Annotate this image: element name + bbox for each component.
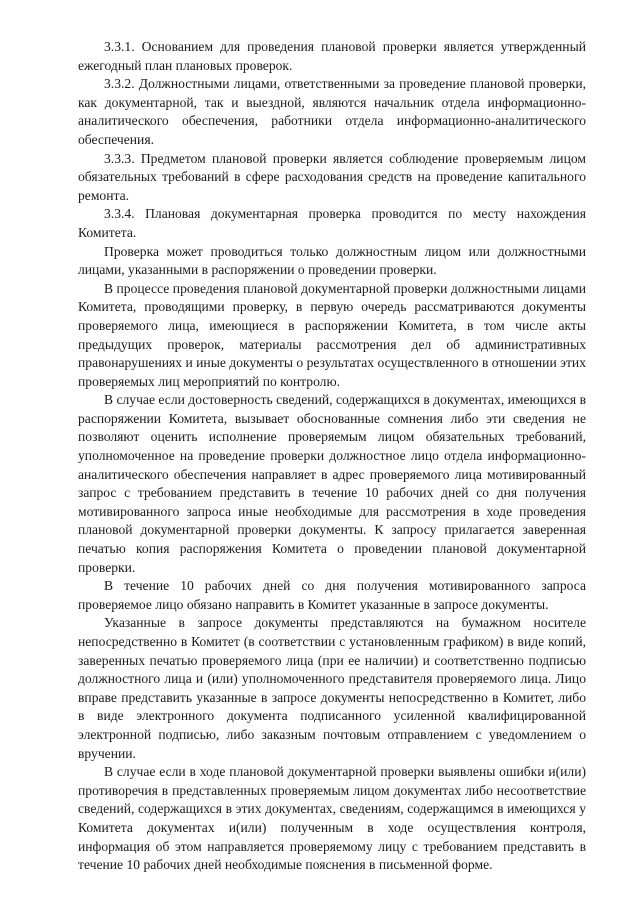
paragraph-3-3-4: 3.3.4. Плановая документарная проверка проводится по месту нахождения Комитета. <box>78 206 586 240</box>
paragraph-deadline: В течение 10 рабочих дней со дня получения мотивированного запроса проверяемое лицо обязано направить в Комитет указанные в запросе документы. <box>78 578 586 612</box>
paragraph-inspectors: Проверка может проводиться только должностным лицом или должностными лицами, указанными в распоряжении о проведении проверки. <box>78 243 586 278</box>
paragraph-3-3-3: 3.3.3. Предметом плановой проверки является соблюдение проверяемым лицом обязательных требований в сфере расходования средств на проведение капитального ремонта. <box>78 150 586 203</box>
paragraph-review-process: В процессе проведения плановой документарной проверки должностными лицами Комитета, проводящими проверку, в первую очередь рассматриваются документы проверяемого лица, имеющиеся в распоряжении Комитета, в том числе акты предыдущих проверок, материалы рассмотрения дел об административных правонарушениях и иные документы о результатах осуществленного в отношении этих проверяемых лиц мероприятий по контролю. <box>78 280 586 389</box>
paragraph-3-3-2: 3.3.2. Должностными лицами, ответственными за проведение плановой проверки, как документарной, так и выездной, являются начальник отдела информационно-аналитического обеспечения, работники отдела информационно-аналитического обеспечения. <box>78 76 586 147</box>
paragraph-document-submission: Указанные в запросе документы представляются на бумажном носителе непосредственно в Комитет (в соответствии с установленным графиком) в виде копий, заверенных печатью проверяемого лица (при ее наличии) и соответственно подписью должностного лица и (или) уполномоченного представителя проверяемого лица. Лицо вправе представить указанные в запросе документы непосредственно в Комитет, либо в виде электронного документа подписанного усиленной квалифицированной электронной подписью, либо заказным почтовым отправлением с уведомлением о вручении. <box>78 615 586 761</box>
paragraph-motivated-request: В случае если достоверность сведений, содержащихся в документах, имеющихся в распоряжении Комитета, вызывает обоснованные сомнения либо эти сведения не позволяют оценить исполнение проверяемым лицом обязательных требований, уполномоченное на проведение проверки должностное лицо отдела информационно-аналитического обеспечения направляет в адрес проверяемого лица мотивированный запрос с требованием представить в течение 10 рабочих дней со дня получения мотивированного запроса иные необходимые для рассмотрения в ходе проведения плановой документарной проверки документы. К запросу прилагается заверенная печатью копия распоряжения Комитета о проведении плановой документарной проверки. <box>78 392 586 575</box>
document-body <box>78 38 586 875</box>
paragraph-3-3-1: 3.3.1. Основанием для проведения плановой проверки является утвержденный ежегодный план плановых проверок. <box>78 39 586 73</box>
paragraph-errors: В случае если в ходе плановой документарной проверки выявлены ошибки и(или) противоречия в представленных проверяемым лицом документах либо несоответствие сведений, содержащихся в этих документах, сведениям, содержащимся в имеющихся у Комитета документах и(или) полученным в ходе осуществления контроля, информация об этом направляется проверяемому лицу с требованием представить в течение 10 рабочих дней необходимые пояснения в письменной форме. <box>78 764 586 873</box>
